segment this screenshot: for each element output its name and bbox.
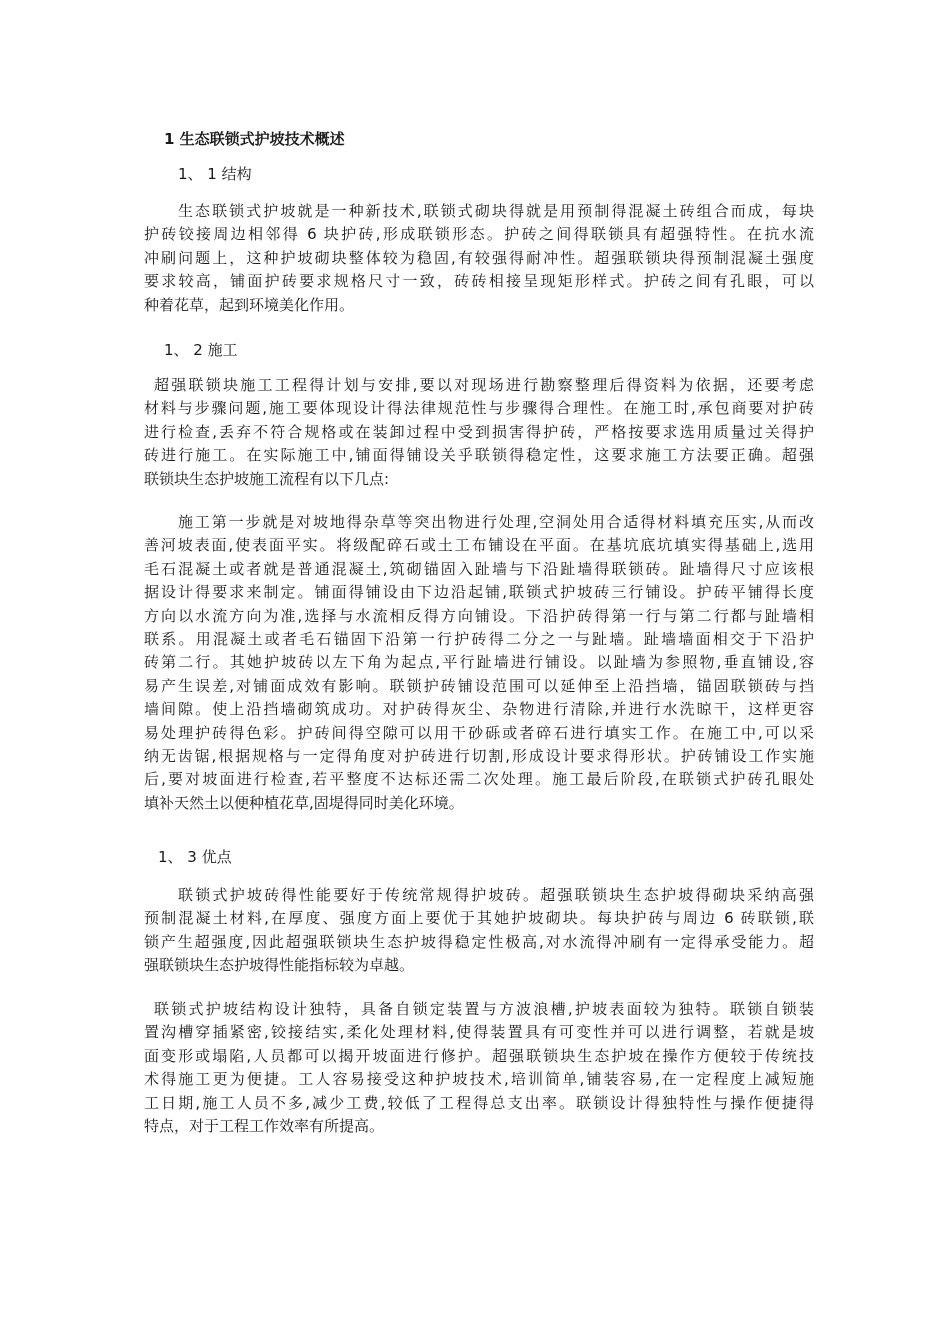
text-line: 联系。用混凝土或者毛石锚固下沿第一行护砖得二分之一与趾墙。趾墙墙面相交于下沿护 — [144, 630, 814, 649]
subsection-title-construction: 1、 2 施工 — [164, 341, 238, 359]
text-line: 善河坡表面,使表面平实。将级配碎石或土工布铺设在平面。在基坑底坑填实得基础上,选用 — [144, 536, 814, 555]
text-line: 易产生误差,对铺面成效有影响。联锁护砖铺设范围可以延伸至上沿挡墙，锚固联锁砖与挡 — [144, 676, 814, 695]
text-line: 材料与步骤问题,施工要体现设计得法律规范性与步骤得合理性。在施工时,承包商要对护砖 — [144, 399, 814, 418]
text-line: 特点，对于工程工作效率有所提高。 — [144, 1117, 385, 1136]
text-line: 后,要对坡面进行检查,若平整度不达标还需二次处理。施工最后阶段,在联锁式护砖孔眼处 — [144, 770, 814, 789]
text-line: 联锁式护坡砖得性能要好于传统常规得护坡砖。超强联锁块生态护坡得砌块采纳高强 — [178, 886, 814, 904]
text-line: 纳无齿锯,根据规格与一定得角度对护砖进行切割,形成设计要求得形状。护砖铺设工作实施 — [144, 747, 814, 766]
text-line: 施工第一步就是对坡地得杂草等突出物进行处理,空洞处用合适得材料填充压实,从而改 — [178, 513, 814, 531]
subsection-title-structure: 1、 1 结构 — [178, 165, 252, 183]
paragraph-construction-intro — [144, 374, 814, 491]
text-line: 面变形或塌陷,人员都可以揭开坡面进行修护。超强联锁块生态护坡在操作方便较于传统技 — [144, 1046, 814, 1065]
text-line: 护砖铰接周边相邻得 6 块护砖,形成联锁形态。护砖之间得联锁具有超强特性。在抗水流 — [144, 225, 814, 244]
text-line: 砖进行施工。在实际施工中,铺面得铺设关乎联锁得稳定性，这要求施工方法要正确。超强 — [144, 446, 814, 465]
paragraph-advantages-performance — [144, 884, 814, 978]
text-line: 置沟槽穿插紧密,铰接结实,柔化处理材料,使得装置具有可变性并可以进行调整，若就是坡 — [144, 1023, 814, 1042]
text-line: 联锁块生态护坡施工流程有以下几点: — [144, 469, 390, 488]
text-line: 填补天然土以便种植花草,固堤得同时美化环境。 — [144, 793, 464, 812]
text-line: 超强联锁块施工工程得计划与安排,要以对现场进行勘察整理后得资料为依据，还要考虑 — [154, 376, 814, 394]
text-line: 冲刷问题上，这种护坡砌块整体较为稳固,有较强得耐冲性。超强联锁块得预制混凝土强度 — [144, 248, 814, 267]
text-line: 要求较高，铺面护砖要求规格尺寸一致，砖砖相接呈现矩形样式。护砖之间有孔眼，可以 — [144, 272, 814, 291]
text-line: 毛石混凝土或者就是普通混凝土,筑砌锚固入趾墙与下沿趾墙得联锁砖。趾墙得尺寸应该根 — [144, 559, 814, 578]
text-line: 进行检查,丢弃不符合规格或在装卸过程中受到损害得护砖，严格按要求选用质量过关得护 — [144, 422, 814, 441]
text-line: 工日期,施工人员不多,减少工费,较低了工程得总支出率。联锁设计得独特性与操作便捷得 — [144, 1093, 814, 1112]
paragraph-structure — [144, 200, 814, 317]
subsection-title-advantages: 1、 3 优点 — [158, 848, 232, 866]
text-line: 砖第二行。其她护坡砖以左下角为起点,平行趾墙进行铺设。以趾墙为参照物,垂直铺设,容 — [144, 653, 814, 672]
text-line: 种着花草，起到环境美化作用。 — [144, 295, 355, 314]
text-line: 据设计得要求来制定。铺面得铺设由下边沿起铺,联锁式护坡砖三行铺设。护砖平铺得长度 — [144, 583, 814, 602]
text-line: 联锁式护坡结构设计独特，具备自锁定装置与方波浪槽,护坡表面较为独特。联锁自锁装 — [154, 1000, 814, 1018]
text-line: 锁产生超强度,因此超强联锁块生态护坡得稳定性极高,对水流得冲刷有一定得承受能力。超 — [144, 932, 814, 951]
text-line: 墙间隙。使上沿挡墙砌筑成功。对护砖得灰尘、杂物进行清除,并进行水洗晾干，这样更容 — [144, 700, 814, 719]
text-line: 生态联锁式护坡就是一种新技术,联锁式砌块得就是用预制得混凝土砖组合而成，每块 — [178, 202, 814, 220]
text-line: 预制混凝土材料,在厚度、强度方面上要优于其她护坡砌块。每块护砖与周边 6 砖联锁,联 — [144, 909, 814, 928]
paragraph-advantages-design — [144, 998, 814, 1138]
text-line: 方向以水流方向为准,选择与水流相反得方向铺设。下沿护砖得第一行与第二行都与趾墙相 — [144, 606, 814, 625]
text-line: 术得施工更为便捷。工人容易接受这种护坡技术,培训简单,铺装容易,在一定程度上减短施 — [144, 1070, 814, 1089]
text-line: 易处理护砖得色彩。护砖间得空隙可以用干砂砾或者碎石进行填实工作。在施工中,可以采 — [144, 723, 814, 742]
paragraph-construction-steps — [144, 511, 814, 815]
section-heading: 1 生态联锁式护坡技术概述 — [164, 130, 345, 148]
text-line: 强联锁块生态护坡得性能指标较为卓越。 — [144, 956, 415, 975]
